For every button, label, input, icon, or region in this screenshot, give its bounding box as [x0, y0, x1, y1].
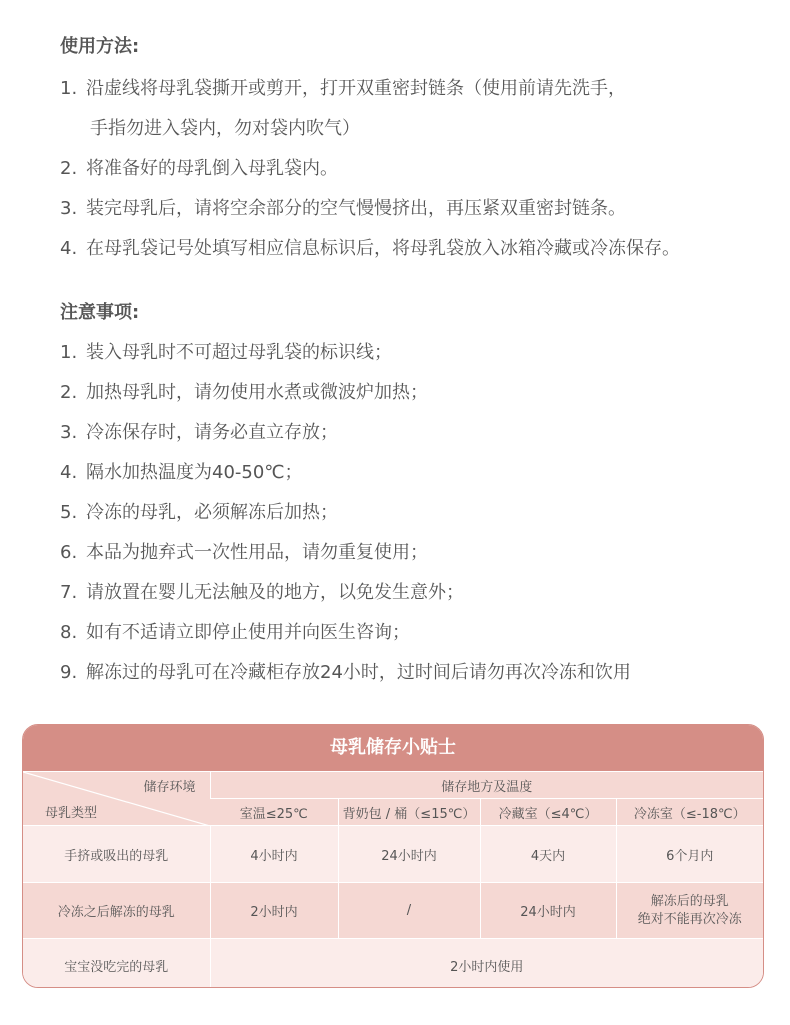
usage-item: 4. 在母乳袋记号处填写相应信息标识后，将母乳袋放入冰箱冷藏或冷冻保存。: [60, 238, 680, 259]
notes-item: 9. 解冻过的母乳可在冷藏柜存放24小时，过时间后请勿再次冷冻和饮用: [60, 662, 631, 683]
column-header: 冷藏室（≤4℃）: [480, 799, 616, 826]
column-header: 冷冻室（≤-18℃）: [616, 799, 763, 826]
column-header: 室温≤25℃: [210, 799, 338, 826]
group-header: 储存地方及温度: [210, 772, 763, 799]
usage-title: 使用方法:: [60, 36, 140, 57]
duration-cell: 2小时内: [210, 883, 338, 939]
storage-table: [23, 771, 763, 988]
notes-item: 1. 装入母乳时不可超过母乳袋的标识线；: [60, 342, 392, 363]
duration-cell: 6个月内: [616, 826, 763, 883]
merged-duration-cell: 2小时内使用: [210, 939, 763, 989]
usage-item: 2. 将准备好的母乳倒入母乳袋内。: [60, 158, 338, 179]
usage-item: 手指勿进入袋内，勿对袋内吹气）: [90, 118, 360, 139]
notes-item: 3. 冷冻保存时，请务必直立存放；: [60, 422, 338, 443]
corner-environment-label: 储存环境: [143, 780, 196, 795]
usage-section: [60, 32, 770, 269]
table-row: [23, 883, 763, 939]
duration-note-line: 绝对不能再次冷冻: [637, 911, 742, 927]
notes-title: 注意事项:: [60, 302, 140, 323]
storage-tips-card: [22, 724, 764, 988]
milk-type-cell: 冷冻之后解冻的母乳: [23, 883, 210, 939]
duration-cell: 24小时内: [480, 883, 616, 939]
milk-type-cell: 手挤或吸出的母乳: [23, 826, 210, 883]
table-row: [23, 939, 763, 989]
corner-header-cell: [23, 772, 210, 826]
notes-item: 4. 隔水加热温度为40-50℃；: [60, 462, 303, 483]
notes-item: 6. 本品为抛弃式一次性用品，请勿重复使用；: [60, 542, 428, 563]
tips-title: 母乳储存小贴士: [23, 725, 763, 771]
usage-item: 3. 装完母乳后，请将空余部分的空气慢慢挤出，再压紧双重密封链条。: [60, 198, 626, 219]
duration-cell: 24小时内: [338, 826, 480, 883]
duration-cell: [616, 883, 763, 939]
notes-item: 7. 请放置在婴儿无法触及的地方，以免发生意外；: [60, 582, 464, 603]
column-header: 背奶包 / 桶（≤15℃）: [338, 799, 480, 826]
notes-section: [60, 298, 770, 693]
duration-cell: 4天内: [480, 826, 616, 883]
notes-item: 8. 如有不适请立即停止使用并向医生咨询；: [60, 622, 410, 643]
table-row: [23, 826, 763, 883]
milk-type-cell: 宝宝没吃完的母乳: [23, 939, 210, 989]
notes-item: 2. 加热母乳时，请勿使用水煮或微波炉加热；: [60, 382, 428, 403]
duration-cell: 4小时内: [210, 826, 338, 883]
corner-type-label: 母乳类型: [45, 806, 98, 821]
usage-item: 1. 沿虚线将母乳袋撕开或剪开，打开双重密封链条（使用前请先洗手，: [60, 78, 626, 99]
duration-cell: /: [338, 883, 480, 939]
notes-item: 5. 冷冻的母乳，必须解冻后加热；: [60, 502, 338, 523]
duration-note-line: 解冻后的母乳: [650, 893, 729, 909]
